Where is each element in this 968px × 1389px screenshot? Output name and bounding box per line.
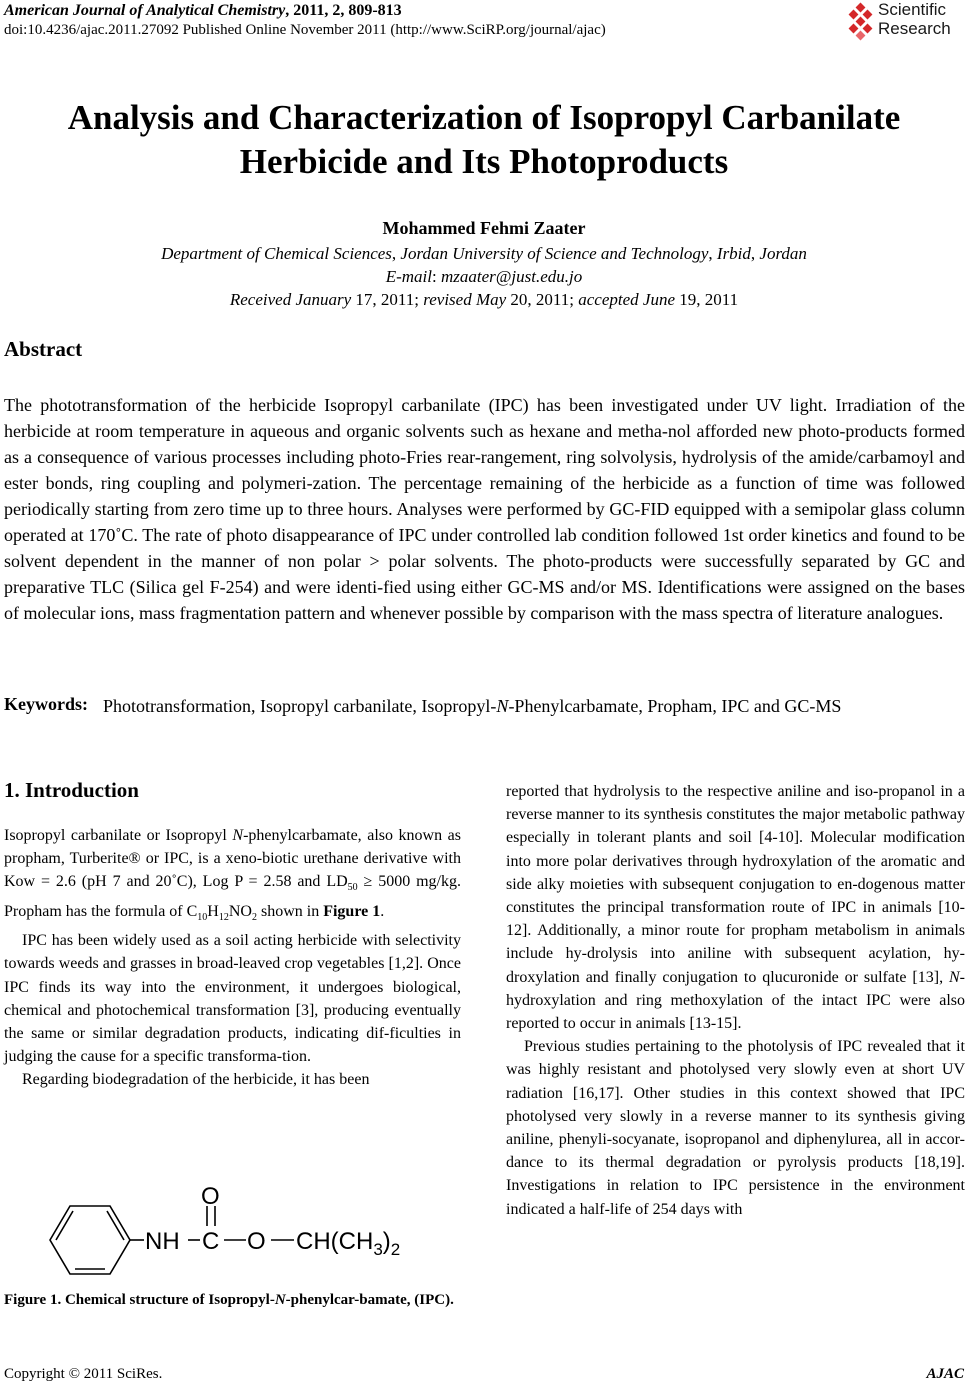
title-line-1: Analysis and Characterization of Isopropyl Carbanilate [67, 98, 901, 137]
text-run: ≥ 5000 mg/kg. Propham has the formula of C [4, 873, 461, 920]
ester-oxygen: O [247, 1228, 266, 1255]
journal-abbr-footer: AJAC [926, 1366, 964, 1382]
text-run: reported that hydrolysis to the respective aniline and iso-propanol in a reverse manner to its synthesis constitutes the major metabolic pathway especially in tolerant plants and soil [4-10]. Molecular modification into more polar derivatives through hydroxylation of the aromatic and side alky moieties with subsequent conjugation to en-dogenous matter constitutes the principal transformation route of IPC in animals [10-12]. Additionally, a minor route for propham metabolism in animals include hy-drolysis into aniline with subsequent acylation, hy-droxylation and finally conjugation to qlucuronide or sulfate [13], [506, 783, 965, 986]
paragraph: Previous studies pertaining to the photolysis of IPC revealed that it was highly resistant and photolysed very slowly even at short UV radiation [16,17]. Other studies in this context showed that IPC photolysed very slowly in a reverse manner to its synthesis giving aniline, phenyli-socyanate, isopropanol and diphenylurea, all in accor-dance to its thermal degradation or pyrolysis products [18,19]. Investigations in relation to IPC persistence in the environment indicated a half-life of 254 days with [506, 1038, 965, 1218]
group-sub2: 2 [390, 1240, 401, 1259]
text-run: H [207, 902, 219, 920]
journal-volume: , 2011, 2, 809-813 [285, 2, 402, 19]
affil-country: Jordan [759, 244, 807, 263]
affil-sep: , [750, 244, 760, 263]
keywords-part: -Phenylcarbamate, Propham, IPC and GC-MS [508, 696, 842, 716]
text-run: 12 [218, 911, 229, 923]
affiliation-block [0, 242, 968, 311]
text-run: N [232, 827, 244, 844]
accepted-date: 19, 2011 [675, 290, 739, 309]
title-line-2: Herbicide and Its Photoproducts [239, 142, 729, 181]
logo-text [878, 0, 951, 38]
keywords-italic: N [496, 696, 509, 716]
email-label: E-mail [385, 267, 433, 286]
group-close: ) [382, 1228, 391, 1255]
paragraph: IPC has been widely used as a soil acting herbicide with selectivity towards weeds and grasses in broad-leaved crop vegetables [1,2]. Once IPC finds its way into the environment, it undergoes biological, chemical and photochemical transformation [3], producing eventually the same or similar degradation products, indicating dif-ficulties in judging the cause for a specific transforma-tion. [4, 932, 461, 1066]
text-run: shown in [256, 902, 324, 920]
keywords-text [103, 694, 953, 718]
paper-title [0, 96, 968, 184]
accepted-label: accepted June [578, 290, 676, 309]
chemical-structure-figure [40, 1182, 440, 1292]
caption-run: Figure 1. Chemical structure of Isopropyl- [4, 1292, 275, 1308]
affil-dept: Department of Chemical Sciences [161, 244, 392, 263]
figure-caption [4, 1290, 461, 1311]
author-name: Mohammed Fehmi Zaater [382, 218, 586, 238]
group-main: CH(CH [296, 1228, 374, 1255]
text-run: Isopropyl carbanilate or Isopropyl [4, 827, 233, 844]
revised-date: 20, 2011; [506, 290, 579, 309]
text-run: NO [228, 902, 252, 920]
abstract-heading: Abstract [4, 337, 83, 361]
abstract-text: The phototransformation of the herbicide Isopropyl carbanilate (IPC) has been investigated under UV light. Irradiation of the herbicide at room temperature in aqueous and organic solvents such as hexane and metha-nol afforded new photo-products formed as a consequence of various processes including photo-Fries rear-rangement, ring solvolysis, hydrolysis of the amide/carbamoyl and ester bonds, ring coupling and polymeri-zation. The percentage remaining of the herbicide as a function of time was followed periodically starting from zero time up to three hours. Analyses were performed by GC-FID equipped with a semipolar glass column operated at 170˚C. The rate of photo disappearance of IPC under controlled lab condition followed 1st order kinetics and found to be solvent dependent in the manner of non polar > polar solvents. The photo-products were successfully separated by GC and preparative TLC (Silica gel F-254) and were identi-fied using either GC-MS and/or MS. Identifications were assigned on the bases of molecular ions, mass fragmentation pattern and whenever possible by comparison with the mass spectra of literature analogues. [4, 395, 965, 623]
affil-city: Irbid [716, 244, 751, 263]
text-run: -hydroxylation and ring methoxylation of the intact IPC were also reported to occur in animals [13-15]. [506, 968, 965, 1033]
keywords-part: Phototransformation, Isopropyl carbanilate, Isopropyl- [103, 696, 497, 716]
text-run: N [949, 968, 960, 986]
group-sub: 3 [373, 1240, 383, 1259]
text-run: 50 [347, 882, 358, 894]
received-date: 17, 2011; [351, 290, 424, 309]
amine-group: NH [145, 1228, 180, 1255]
isopropyl-group [296, 1228, 400, 1259]
text-run: 10 [197, 911, 208, 923]
carbon-atom: C [202, 1228, 220, 1255]
doi-line: doi:10.4236/ajac.2011.27092 Published Online November 2011 (http://www.SciRP.org/journal/ajac) [4, 22, 606, 38]
figure-1-link[interactable]: Figure 1 [323, 902, 381, 920]
caption-run: -phenylcar-bamate, (IPC). [285, 1292, 454, 1308]
email-sep: : [432, 267, 441, 286]
right-column [506, 780, 965, 1221]
logo-mark-icon [848, 4, 874, 38]
dates-line [0, 288, 968, 311]
text-run: -phenylcarbamate, also known as propham, Turberite® or IPC, is a xeno-biotic urethane derivative with Kow = 2.6 (pH 7 and 20˚C), Log P = 2.58 and LD [4, 827, 461, 891]
logo-line-1: Scientific [878, 0, 947, 19]
logo-line-2: Research [878, 19, 951, 38]
affil-sep: , [391, 244, 401, 263]
email-link[interactable]: mzaater@just.edu.jo [441, 267, 583, 286]
publisher-logo [848, 0, 968, 44]
left-column [4, 824, 461, 1092]
paragraph [4, 824, 461, 929]
paragraph: Regarding biodegradation of the herbicide, it has been [22, 1071, 370, 1089]
section-heading: 1. Introduction [4, 778, 139, 802]
affil-univ: Jordan University of Science and Technology [400, 244, 709, 263]
email-line [0, 265, 968, 288]
caption-run: N [274, 1292, 286, 1308]
text-run: . [380, 902, 385, 920]
received-label: Received January [229, 290, 352, 309]
carbonyl-oxygen: O [201, 1183, 220, 1210]
keywords-label: Keywords: [4, 694, 88, 714]
affiliation-line [0, 242, 968, 265]
copyright-footer: Copyright © 2011 SciRes. [4, 1366, 163, 1382]
affil-sep: , [708, 244, 717, 263]
revised-label: revised May [423, 290, 507, 309]
text-run: 2 [251, 911, 257, 923]
paragraph [506, 780, 965, 1035]
journal-header [4, 2, 402, 20]
journal-name: American Journal of Analytical Chemistry [4, 2, 286, 19]
